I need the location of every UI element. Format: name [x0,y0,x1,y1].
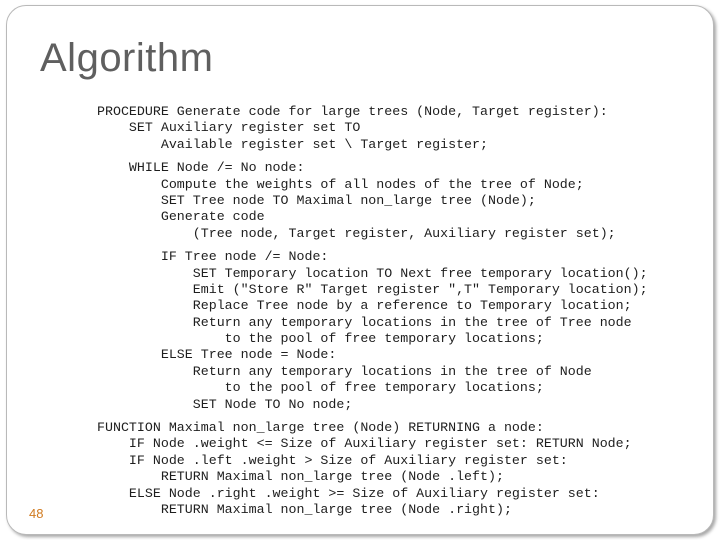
code-line: ELSE Tree node = Node: [97,347,337,363]
slide-frame [6,5,714,535]
code-line [97,153,648,160]
code-line: PROCEDURE Generate code for large trees (Node, Target register): [97,104,608,119]
code-line: SET Node TO No node; [97,396,353,412]
code-line: Available register set \ Target register; [97,136,488,152]
code-line [97,242,648,249]
code-line: Emit ("Store R" Target register ",T" Temporary location); [97,281,648,297]
slide-title: Algorithm [40,36,214,80]
code-line: Return any temporary locations in the tree of Node [97,363,592,379]
page-number: 48 [29,506,44,521]
code-line: SET Tree node TO Maximal non_large tree (Node); [97,192,536,208]
code-line: IF Node .weight <= Size of Auxiliary register set: RETURN Node; [97,436,632,452]
code-listing [97,104,648,518]
code-line: to the pool of free temporary locations; [97,380,544,396]
code-line: RETURN Maximal non_large tree (Node .left); [97,469,504,485]
code-line: Generate code [97,209,265,225]
code-line: Compute the weights of all nodes of the tree of Node; [97,176,584,192]
code-line: Return any temporary locations in the tree of Tree node [97,314,632,330]
code-line: WHILE Node /= No node: [97,160,305,176]
code-line: (Tree node, Target register, Auxiliary register set); [97,225,616,241]
code-line: SET Auxiliary register set TO [97,120,361,136]
code-line [97,413,648,420]
code-line: FUNCTION Maximal non_large tree (Node) RETURNING a node: [97,420,544,436]
code-line: Replace Tree node by a reference to Temporary location; [97,298,632,314]
code-line: IF Node .left .weight > Size of Auxiliary register set: [97,452,568,468]
code-line: RETURN Maximal non_large tree (Node .right); [97,501,512,517]
code-line: IF Tree node /= Node: [97,249,329,265]
code-line: SET Temporary location TO Next free temporary location(); [97,265,648,281]
code-line: ELSE Node .right .weight >= Size of Auxiliary register set: [97,485,600,501]
code-line: to the pool of free temporary locations; [97,331,544,347]
